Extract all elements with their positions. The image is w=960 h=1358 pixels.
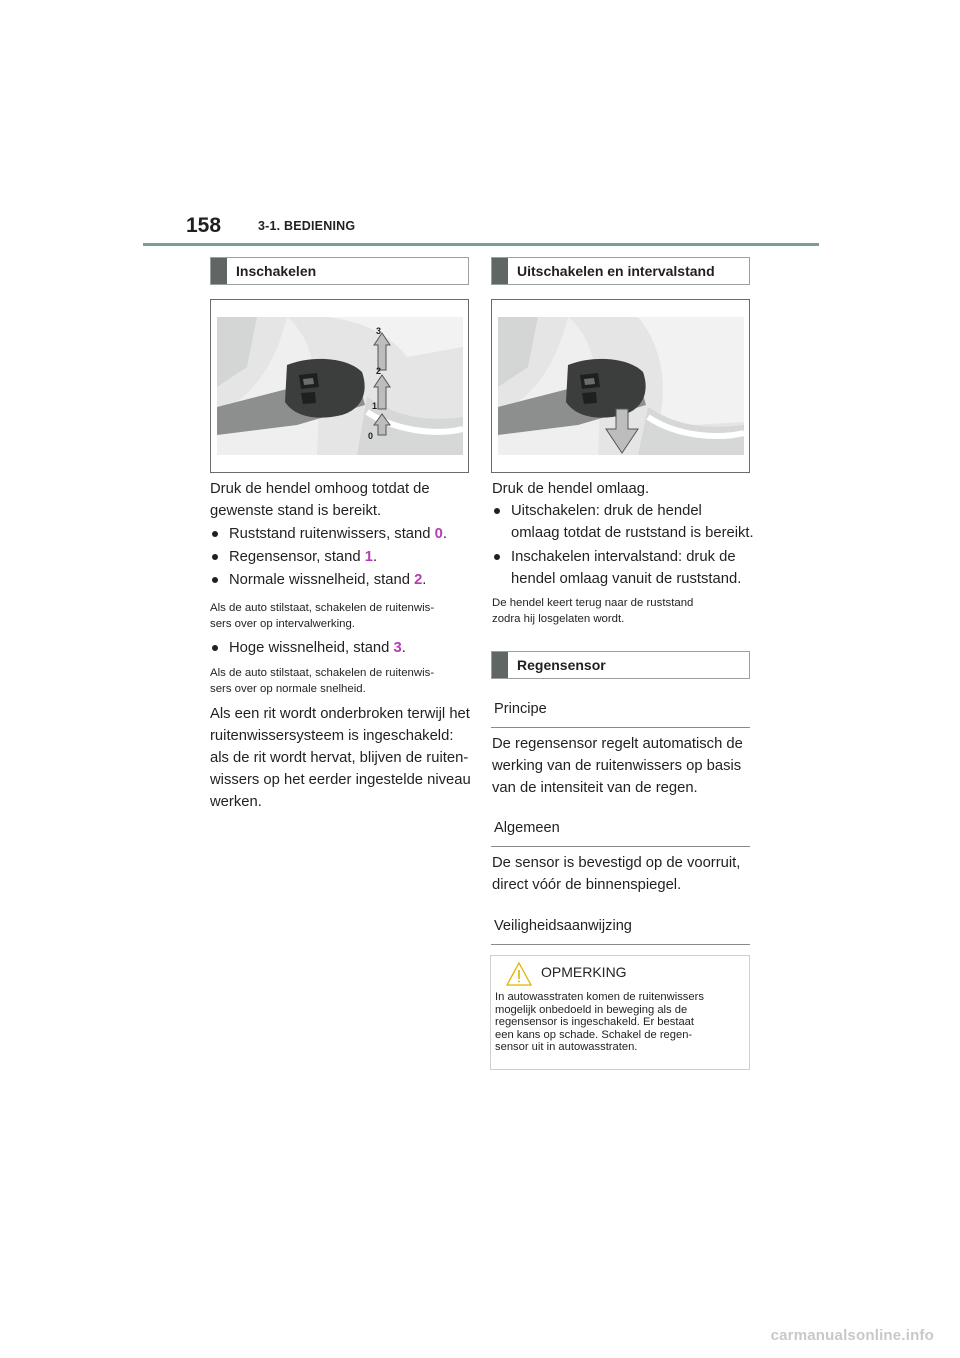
- bullet-line: omlaag totdat de ruststand is bereikt.: [511, 525, 754, 541]
- position-number: 3: [393, 640, 402, 656]
- left-paragraph: [210, 703, 471, 813]
- watermark: carmanualsonline.info: [770, 1327, 934, 1344]
- paragraph-line: De regensensor regelt automatisch de: [492, 736, 743, 752]
- label-pos-1: 1: [372, 401, 378, 411]
- paragraph-line: als de rit wordt hervat, blijven de ruiten-: [210, 750, 469, 766]
- algemeen-text: [492, 852, 740, 896]
- note-line: sers over op normale snelheid.: [210, 683, 366, 695]
- notice-line: mogelijk onbedoeld in beweging als de: [495, 1003, 688, 1016]
- bullet-dot: [212, 577, 218, 583]
- notice-line: een kans op schade. Schakel de regen-: [495, 1028, 693, 1041]
- heading-regensensor: [491, 651, 750, 679]
- bullet-dot: [212, 554, 218, 560]
- paragraph-line: van de intensiteit van de regen.: [492, 780, 698, 796]
- note-line: De hendel keert terug naar de ruststand: [492, 597, 694, 609]
- bullet-end: .: [401, 640, 406, 656]
- bullet-end: .: [372, 549, 378, 565]
- subheading-principe: [491, 697, 750, 728]
- bullet-end: .: [422, 572, 427, 588]
- subheading-text: Principe: [494, 701, 547, 717]
- lever-up-illustration: [217, 317, 463, 455]
- bullet-text: Ruststand ruitenwissers, stand: [229, 526, 435, 542]
- paragraph-line: wissers op het eerder ingestelde niveau: [210, 772, 471, 788]
- left-intro: [210, 478, 430, 522]
- paragraph-line: werking van de ruitenwissers op basis: [492, 758, 742, 774]
- note-line: zodra hij losgelaten wordt.: [492, 613, 625, 625]
- bullet-dot: [494, 554, 500, 560]
- left-intro-line: gewenste stand is bereikt.: [210, 503, 382, 519]
- subheading-text: Veiligheidsaanwijzing: [494, 918, 632, 934]
- bullet-end: .: [442, 526, 447, 542]
- bullet-text: Regensensor, stand: [229, 549, 365, 565]
- subheading-algemeen: [491, 816, 750, 847]
- position-number: 1: [364, 549, 373, 565]
- notice-text: [495, 991, 745, 1054]
- figure-lever-up: [210, 299, 469, 473]
- label-pos-2: 2: [376, 366, 382, 376]
- bullet-line: hendel omlaag vanuit de ruststand.: [511, 571, 742, 587]
- position-number: 0: [434, 526, 443, 542]
- heading-uitschakelen: [491, 257, 750, 285]
- section-title: 3-1. BEDIENING: [258, 219, 356, 233]
- heading-tab: [492, 652, 508, 678]
- label-pos-0: 0: [368, 431, 374, 441]
- subheading-veiligheid: [491, 914, 750, 945]
- paragraph-line: ruitenwissersysteem is ingeschakeld:: [210, 728, 454, 744]
- bullet-dot: [494, 508, 500, 514]
- bullet-text: Hoge wissnelheid, stand: [229, 640, 394, 656]
- header-rule: [143, 243, 819, 246]
- right-intro: Druk de hendel omlaag.: [492, 481, 650, 497]
- heading-text: Inschakelen: [236, 263, 317, 279]
- bullet-dot: [212, 531, 218, 537]
- heading-tab: [492, 258, 508, 284]
- notice-box: [490, 955, 750, 1070]
- paragraph-line: Als een rit wordt onderbroken terwijl het: [210, 706, 470, 722]
- heading-text: Uitschakelen en intervalstand: [517, 263, 715, 279]
- bullet-dot: [212, 645, 218, 651]
- subheading-text: Algemeen: [494, 820, 560, 836]
- note-line: Als de auto stilstaat, schakelen de ruitenwis-: [210, 602, 435, 614]
- left-note-2: [210, 665, 434, 697]
- bullet-text: Normale wissnelheid, stand: [229, 572, 415, 588]
- notice-line: sensor uit in autowasstraten.: [495, 1041, 638, 1054]
- paragraph-line: De sensor is bevestigd op de voorruit,: [492, 855, 741, 871]
- figure-lever-down: [491, 299, 750, 473]
- left-intro-line: Druk de hendel omhoog totdat de: [210, 481, 430, 497]
- note-line: Als de auto stilstaat, schakelen de ruitenwis-: [210, 667, 435, 679]
- lever-down-illustration: [498, 317, 744, 455]
- paragraph-line: direct vóór de binnenspiegel.: [492, 877, 682, 893]
- label-pos-3: 3: [376, 326, 382, 336]
- heading-text: Regensensor: [517, 657, 606, 673]
- heading-inschakelen: [210, 257, 469, 285]
- note-line: sers over op intervalwerking.: [210, 618, 355, 630]
- position-number: 2: [414, 572, 423, 588]
- bullet-line: Uitschakelen: druk de hendel: [511, 503, 702, 519]
- warning-triangle-icon: [505, 961, 533, 987]
- principe-text: [492, 733, 743, 799]
- page-number: 158: [186, 214, 222, 237]
- paragraph-line: werken.: [210, 794, 262, 810]
- notice-line: In autowasstraten komen de ruitenwissers: [495, 991, 704, 1003]
- left-note-1: [210, 600, 434, 632]
- right-note: [492, 595, 693, 627]
- notice-line: regensensor is ingeschakeld. Er bestaat: [495, 1016, 695, 1029]
- bullet-line: Inschakelen intervalstand: druk de: [511, 549, 736, 565]
- notice-title: OPMERKING: [541, 964, 627, 980]
- heading-tab: [211, 258, 227, 284]
